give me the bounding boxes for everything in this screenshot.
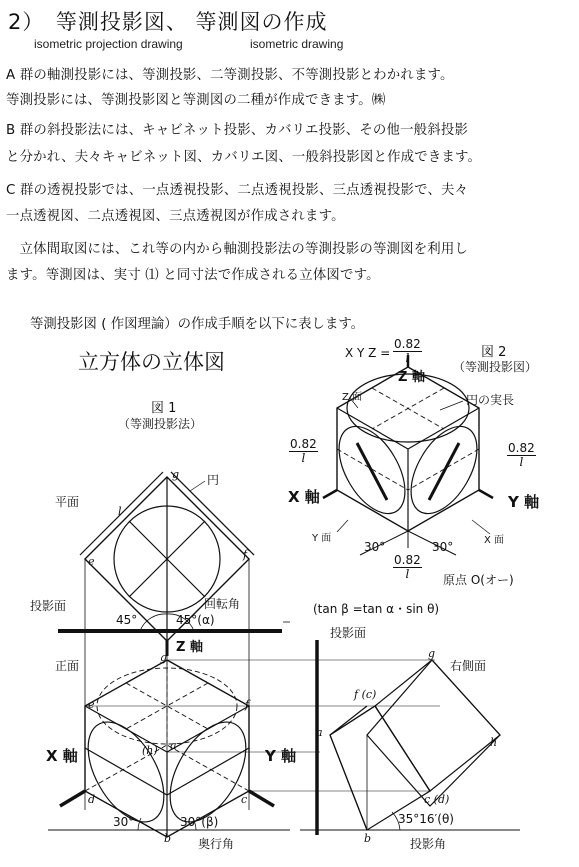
true-circle-label: 円の実長	[466, 393, 515, 407]
point-e2: e	[88, 698, 95, 711]
english-subtitle-left: isometric projection drawing	[34, 37, 183, 51]
point-g: g	[172, 468, 180, 481]
fig2-angle-30-right: 30°	[432, 540, 454, 554]
point-a: a	[170, 739, 177, 752]
point-e: e	[88, 555, 95, 568]
fig1-title: 図 1	[151, 401, 177, 416]
scale-fraction-bottom: $\frac{0.82}{l}$	[394, 553, 421, 581]
diagram-title: 立方体の立体図	[78, 350, 225, 374]
english-subtitle-right: isometric drawing	[250, 37, 344, 51]
paragraph-line: A 群の軸測投影には、等測投影、二等測投影、不等測投影とわかれます。	[6, 68, 454, 83]
section-title: 2） 等測投影図、 等測図の作成	[8, 10, 328, 34]
point-f: f	[243, 548, 248, 561]
fig3-point-g: g	[428, 647, 436, 660]
fig2-title: 図 2	[481, 345, 507, 360]
fig1-y-axis: Y 軸	[265, 747, 297, 765]
procedure-text: 等測投影図 ( 作図理論）の作成手順を以下に表します。	[30, 317, 365, 332]
point-c: c	[241, 793, 248, 806]
angle-30-right: 30°(β)	[180, 815, 219, 829]
fig2-y-axis: Y 軸	[508, 493, 540, 511]
fig2-x-axis: X 軸	[288, 488, 320, 506]
scale-fraction-left: $\frac{0.82}{l}$	[290, 437, 317, 465]
paragraph-line: B 群の斜投影法には、キャビネット投影、カバリエ投影、その他一般斜投影	[6, 123, 469, 138]
paragraph-line: 立体間取図には、これ等の内から軸測投影法の等測投影の等測図を利用し	[6, 242, 469, 257]
point-d: d	[88, 793, 96, 806]
projection-plane-label: 投影面	[30, 599, 67, 613]
y-plane-label: Y 面	[312, 533, 332, 544]
paragraph-line: と分かれ、夫々キャビネット図、カバリエ図、一般斜投影図と作成できます。	[6, 150, 482, 165]
plan-label: 平面	[55, 495, 80, 509]
scale-fraction-right: $\frac{0.82}{l}$	[508, 441, 535, 469]
point-g2: g	[160, 651, 168, 664]
angle-45-right: 45°(α)	[176, 613, 215, 627]
fig2-angle-30-left: 30°	[364, 540, 386, 554]
angle-30-left: 30°	[113, 815, 135, 829]
angle-45-left: 45°	[116, 613, 138, 627]
point-l: l	[118, 505, 122, 518]
fig3-point-a: a	[316, 726, 323, 739]
paragraph-line: ます。等測図は、実寸 ⑴ と同寸法で作成される立体図です。	[6, 268, 380, 283]
scale-fraction-top: $\frac{0.82}{l}$	[394, 337, 421, 365]
fig3-projection-plane: 投影面	[330, 626, 367, 640]
fig2-subtitle: （等測投影図）	[453, 360, 538, 374]
fig1-z-axis: Z 軸	[176, 640, 203, 655]
projection-angle-label: 投影角	[410, 837, 447, 851]
paragraph-line: C 群の透視投影では、一点透視投影、二点透視投影、三点透視投影で、夫々	[6, 183, 469, 198]
paragraph-line: 一点透視図、二点透視図、三点透視図が作成されます。	[6, 209, 345, 224]
side-square	[367, 660, 500, 806]
paragraph-line: 等測投影には、等測投影図と等測図の二種が作成できます。㈱	[6, 93, 386, 108]
depth-angle-label: 奥行角	[198, 837, 235, 851]
fig3-point-b: b	[364, 832, 372, 845]
point-f2: f	[245, 698, 250, 711]
fig1-x-axis: X 軸	[46, 747, 78, 765]
fig3-point-cd: c (d)	[424, 793, 450, 806]
fig3-point-h: h	[490, 736, 498, 749]
fig2-z-axis: Z 軸	[398, 370, 425, 385]
circle-label: 円	[207, 473, 220, 487]
theta-angle: 35°16′(θ)	[398, 812, 454, 826]
right-side-label: 右側面	[450, 659, 487, 673]
front-label: 正面	[55, 659, 80, 673]
rotation-angle-label: 回転角	[204, 597, 241, 611]
fig3-point-fc: f (c)	[354, 688, 377, 701]
tan-formula: (tan β =tan α・sin θ)	[313, 602, 440, 616]
point-b: b	[164, 832, 172, 845]
origin-label: 原点 O(オー)	[443, 573, 514, 587]
point-h: (h)	[142, 744, 158, 757]
z-plane-label: Z 面	[342, 392, 363, 403]
fig1-subtitle: （等測投影法）	[118, 417, 203, 431]
x-plane-label: X 面	[484, 535, 505, 546]
scale-formula-lhs: X Y Z =	[345, 346, 391, 360]
